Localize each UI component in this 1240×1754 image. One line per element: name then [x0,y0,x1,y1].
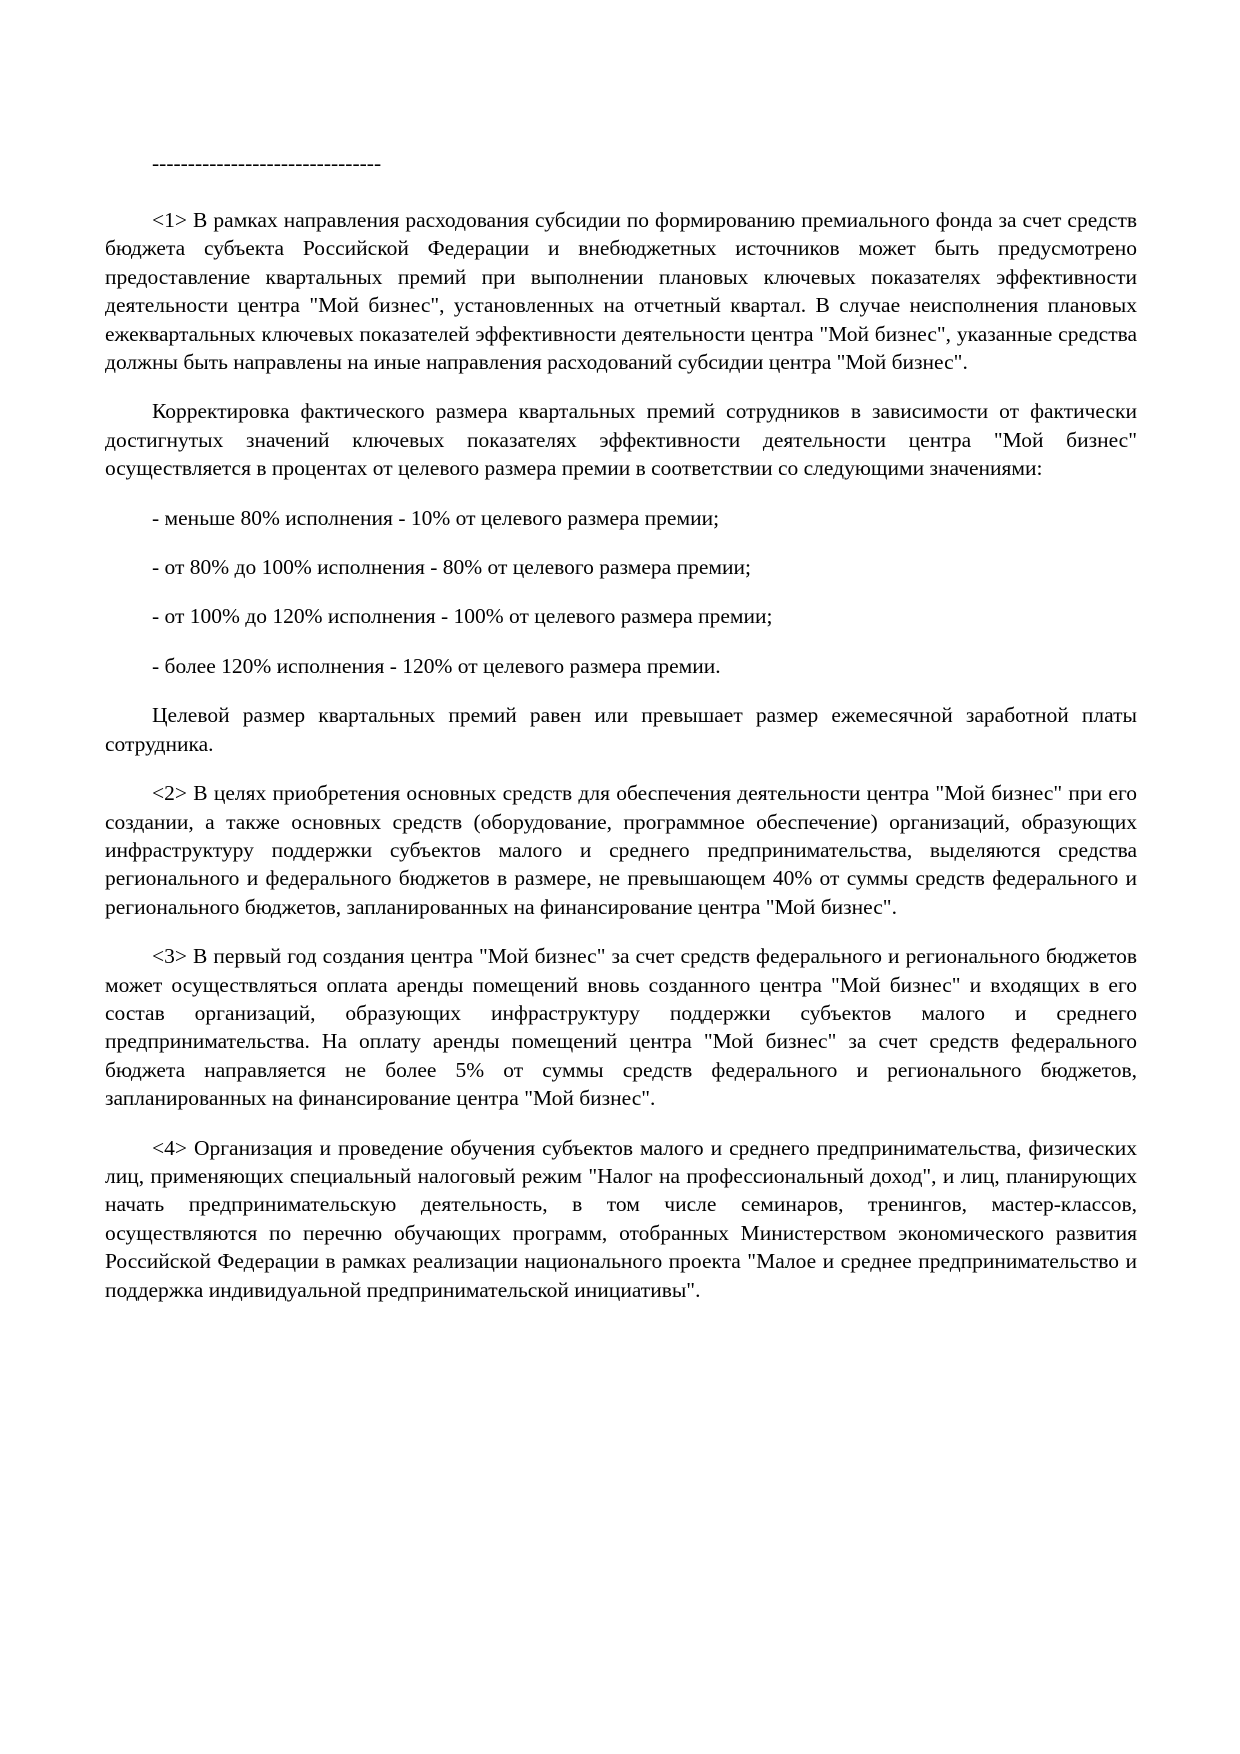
footnote-separator-rule: -------------------------------- [152,151,382,175]
threshold-list-item: - более 120% исполнения - 120% от целевого размера премии. [152,653,721,678]
document-body [105,150,1137,1304]
footnote-1-paragraph: <1> В рамках направления расходования субсидии по формированию премиального фонда за счет средств бюджета субъекта Российской Федерации и внебюджетных источников может быть предусмотрено предоставление квартальных премий при выполнении плановых ключевых показателях эффективности деятельности центра "Мой бизнес", установленных на отчетный квартал. В случае неисполнения плановых ежеквартальных ключевых показателей эффективности деятельности центра "Мой бизнес", указанные средства должны быть направлены на иные направления расходований субсидии центра "Мой бизнес". [105,208,1137,375]
target-bonus-size-paragraph: Целевой размер квартальных премий равен или превышает размер ежемесячной заработной платы сотрудника. [105,703,1137,756]
footnote-2-paragraph: <2> В целях приобретения основных средств для обеспечения деятельности центра "Мой бизнес" при его создании, а также основных средств (оборудование, программное обеспечение) организаций, образующих инфраструктуру поддержки субъектов малого и среднего предпринимательства, выделяются средства регионального и федерального бюджетов в размере, не превышающем 40% от суммы средств федерального и регионального бюджетов, запланированных на финансирование центра "Мой бизнес". [105,781,1137,919]
bonus-adjustment-paragraph: Корректировка фактического размера квартальных премий сотрудников в зависимости от фактически достигнутых значений ключевых показателях эффективности деятельности центра "Мой бизнес" осуществляется в процентах от целевого размера премии в соответствии со следующими значениями: [105,399,1137,481]
footnote-3-paragraph: <3> В первый год создания центра "Мой бизнес" за счет средств федерального и регионального бюджетов может осуществляться оплата аренды помещений вновь созданного центра "Мой бизнес" и входящих в его состав организаций, образующих инфраструктуру поддержки субъектов малого и среднего предпринимательства. На оплату аренды помещений центра "Мой бизнес" за счет средств федерального бюджета направляется не более 5% от суммы средств федерального и регионального бюджетов, запланированных на финансирование центра "Мой бизнес". [105,944,1137,1111]
threshold-list-item: - от 80% до 100% исполнения - 80% от целевого размера премии; [152,555,751,580]
threshold-list-item: - меньше 80% исполнения - 10% от целевого размера премии; [152,505,720,530]
threshold-list-item: - от 100% до 120% исполнения - 100% от целевого размера премии; [152,604,773,629]
footnote-4-paragraph: <4> Организация и проведение обучения субъектов малого и среднего предпринимательства, физических лиц, применяющих специальный налоговый режим "Налог на профессиональный доход", и лиц, планирующих начать предпринимательскую деятельность, в том числе семинаров, тренингов, мастер-классов, осуществляются по перечню обучающих программ, отобранных Министерством экономического развития Российской Федерации в рамках реализации национального проекта "Малое и среднее предпринимательство и поддержка индивидуальной предпринимательской инициативы". [105,1135,1137,1302]
